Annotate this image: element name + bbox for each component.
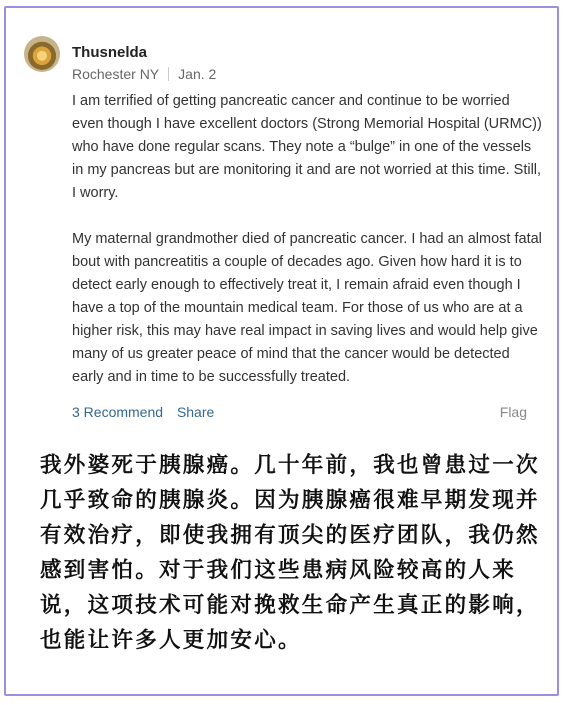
user-location: Rochester NY <box>72 66 160 82</box>
comment-meta <box>72 66 216 82</box>
recommend-button[interactable]: 3 Recommend <box>72 404 164 420</box>
comment-card <box>4 6 559 696</box>
user-avatar[interactable] <box>24 36 60 72</box>
comment-body <box>72 90 542 412</box>
username[interactable]: Thusnelda <box>72 44 148 61</box>
chinese-translation: 我外婆死于胰腺癌。几十年前，我也曾患过一次几乎致命的胰腺炎。因为胰腺癌很难早期发现并有效治疗，即使我拥有顶尖的医疗团队，我仍然感到害怕。对于我们这些患病风险较高的人来说，这项技术可能对挽救生命产生真正的影响，也能让许多人更加安心。 <box>40 453 540 653</box>
comment-actions <box>72 404 527 420</box>
flag-button[interactable]: Flag <box>499 404 527 420</box>
meta-divider <box>168 67 169 81</box>
comment-paragraph: My maternal grandmother died of pancreatic cancer. I had an almost fatal bout with pancreatitis a couple of decades ago. Given how hard it is to detect early enough to effectively treat it, I remain afraid even though I have a top of the mountain medical team. For those of us who are at a higher risk, this may have real impact in saving lives and would help give many of us greater peace of mind that the cancer would be detected early and in time to be successfully treated. <box>72 231 542 385</box>
comment-paragraph: I am terrified of getting pancreatic cancer and continue to be worried even though I have excellent doctors (Strong Memorial Hospital (URMC)) who have done regular scans. They note a “bulge” in one of the vessels in my pancreas but are monitoring it and are not worried at this time. Still, I worry. <box>72 93 542 201</box>
share-button[interactable]: Share <box>176 404 215 420</box>
comment-date: Jan. 2 <box>178 66 217 82</box>
